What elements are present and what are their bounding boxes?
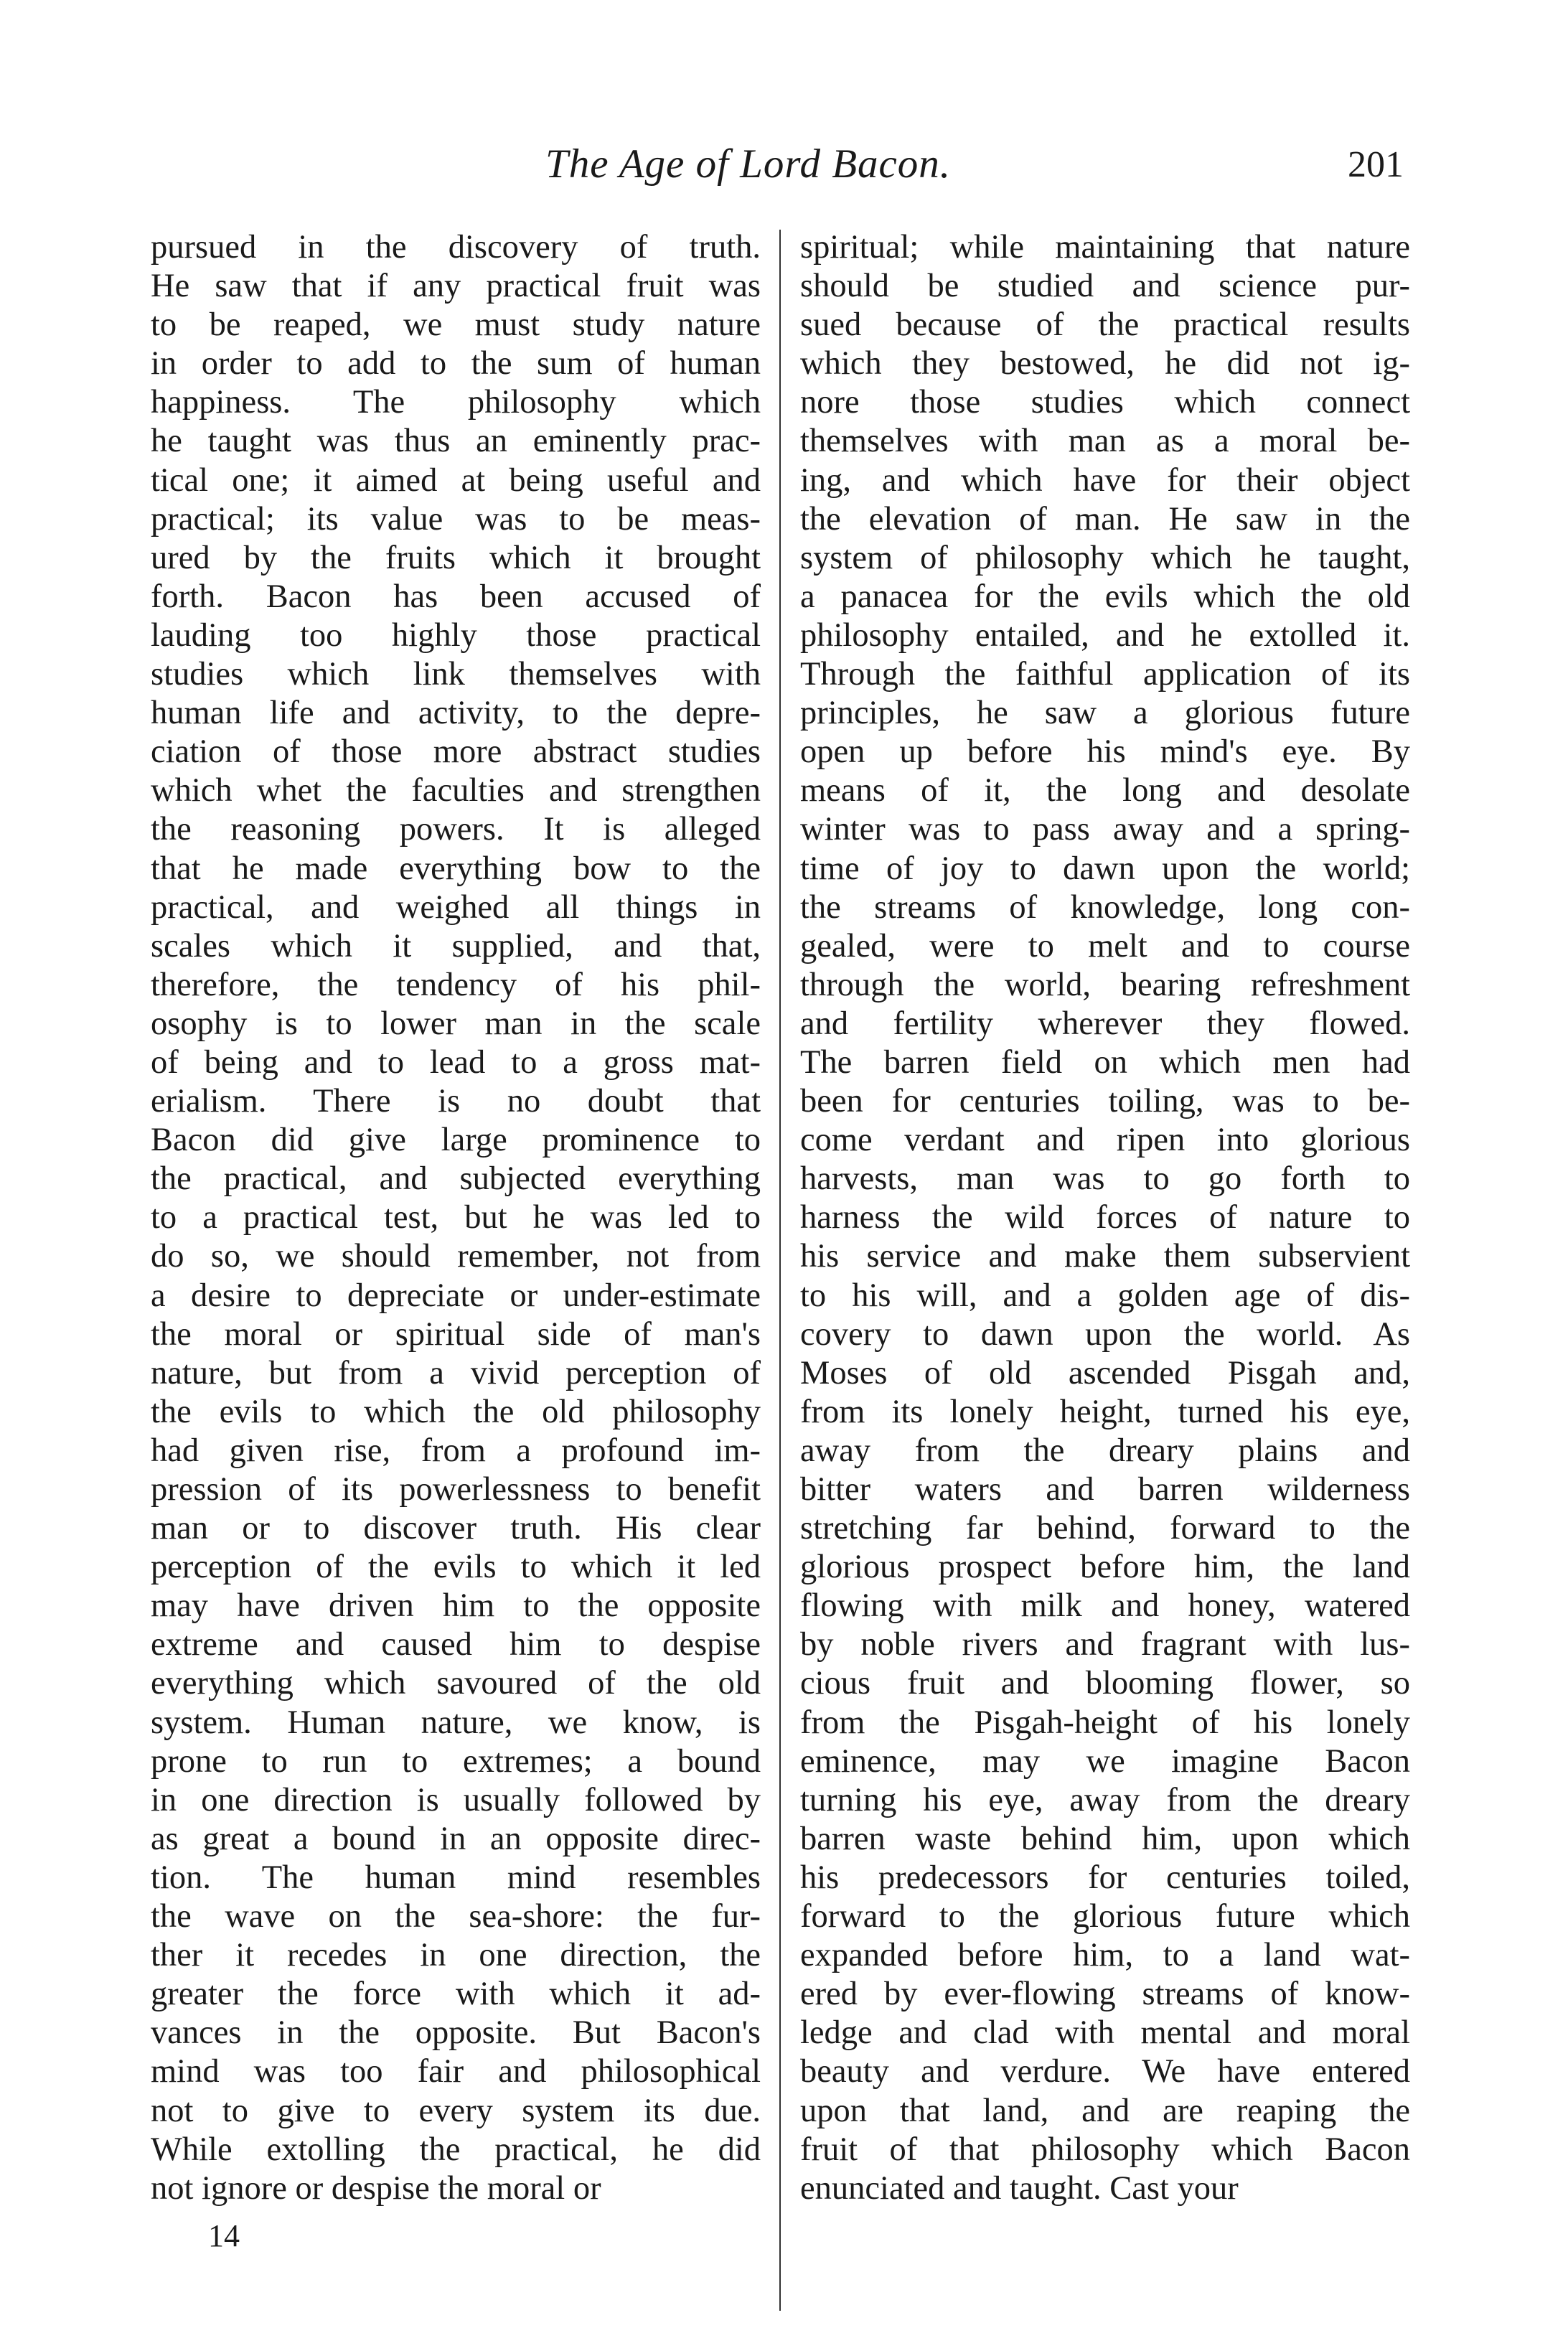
text-line: themselves with man as a moral be- — [800, 423, 1410, 460]
text-line: nore those studies which connect — [800, 384, 1410, 421]
text-line: from its lonely height, turned his eye, — [800, 1393, 1410, 1430]
text-line: means of it, the long and desolate — [800, 772, 1410, 809]
text-line: to his will, and a golden age of dis- — [800, 1277, 1410, 1314]
text-line: turning his eye, away from the dreary — [800, 1781, 1410, 1818]
text-line: ledge and clad with mental and moral — [800, 2014, 1410, 2052]
text-line: greater the force with which it ad- — [151, 1976, 761, 2013]
text-line: do so, we should remember, not from — [151, 1238, 761, 1275]
text-line: the streams of knowledge, long con- — [800, 888, 1410, 926]
text-line: not to give to every system its due. — [151, 2092, 761, 2129]
text-line: lauding too highly those practical — [151, 616, 761, 654]
text-line: system of philosophy which he taught, — [800, 539, 1410, 576]
text-line: ciation of those more abstract studies — [151, 733, 761, 771]
text-line: philosophy entailed, and he extolled it. — [800, 616, 1410, 654]
text-line: may have driven him to the opposite — [151, 1587, 761, 1625]
right-column — [800, 228, 1410, 2208]
text-line: barren waste behind him, upon which — [800, 1820, 1410, 1857]
text-line: erialism. There is no doubt that — [151, 1083, 761, 1120]
text-line: beauty and verdure. We have entered — [800, 2053, 1410, 2090]
column-divider — [779, 230, 781, 2311]
text-line: Moses of old ascended Pisgah and, — [800, 1354, 1410, 1391]
text-line: open up before his mind's eye. By — [800, 733, 1410, 771]
text-line: upon that land, and are reaping the — [800, 2092, 1410, 2129]
text-line: extreme and caused him to despise — [151, 1626, 761, 1663]
text-line: his service and make them subservient — [800, 1238, 1410, 1275]
text-line: time of joy to dawn upon the world; — [800, 850, 1410, 887]
text-line: nature, but from a vivid perception of — [151, 1354, 761, 1391]
text-line: in one direction is usually followed by — [151, 1781, 761, 1818]
text-line: everything which savoured of the old — [151, 1665, 761, 1702]
text-line: glorious prospect before him, the land — [800, 1549, 1410, 1586]
text-line: He saw that if any practical fruit was — [151, 268, 761, 305]
text-line: winter was to pass away and a spring- — [800, 811, 1410, 848]
text-line: the practical, and subjected everything — [151, 1160, 761, 1198]
text-line: should be studied and science pur- — [800, 268, 1410, 305]
text-line: enunciated and taught. Cast your — [800, 2169, 1239, 2207]
text-line: prone to run to extremes; a bound — [151, 1742, 761, 1780]
text-line: studies which link themselves with — [151, 656, 761, 693]
text-line: a desire to depreciate or under-estimate — [151, 1277, 761, 1314]
text-line: pression of its powerlessness to benefit — [151, 1471, 761, 1508]
text-line: his predecessors for centuries toiled, — [800, 1859, 1410, 1896]
text-line: through the world, bearing refreshment — [800, 966, 1410, 1003]
text-line: bitter waters and barren wilderness — [800, 1471, 1410, 1508]
text-line: by noble rivers and fragrant with lus- — [800, 1626, 1410, 1663]
text-line: the evils to which the old philosophy — [151, 1393, 761, 1430]
text-line: the elevation of man. He saw in the — [800, 500, 1410, 538]
text-line: sued because of the practical results — [800, 306, 1410, 344]
text-line: happiness. The philosophy which — [151, 384, 761, 421]
text-line: The barren field on which men had — [800, 1043, 1410, 1081]
text-line: a panacea for the evils which the old — [800, 578, 1410, 615]
signature-mark: 14 — [208, 2218, 240, 2253]
text-line: from the Pisgah-height of his lonely — [800, 1704, 1410, 1741]
text-line: expanded before him, to a land wat- — [800, 1937, 1410, 1974]
text-line: the reasoning powers. It is alleged — [151, 811, 761, 848]
text-line: as great a bound in an opposite direc- — [151, 1820, 761, 1857]
text-line: which they bestowed, he did not ig- — [800, 345, 1410, 382]
text-line: the moral or spiritual side of man's — [151, 1315, 761, 1353]
text-line: tical one; it aimed at being useful and — [151, 461, 761, 499]
text-line: practical, and weighed all things in — [151, 888, 761, 926]
text-line: away from the dreary plains and — [800, 1432, 1410, 1469]
text-line: harness the wild forces of nature to — [800, 1199, 1410, 1236]
text-line: come verdant and ripen into glorious — [800, 1122, 1410, 1159]
text-line: ing, and which have for their object — [800, 461, 1410, 499]
running-head — [0, 141, 1568, 198]
text-line: had given rise, from a profound im- — [151, 1432, 761, 1469]
text-line: cious fruit and blooming flower, so — [800, 1665, 1410, 1702]
text-line: forth. Bacon has been accused of — [151, 578, 761, 615]
text-line: forward to the glorious future which — [800, 1898, 1410, 1935]
text-line: ured by the fruits which it brought — [151, 539, 761, 576]
text-line: scales which it supplied, and that, — [151, 927, 761, 964]
text-line: in order to add to the sum of human — [151, 345, 761, 382]
text-line: to be reaped, we must study nature — [151, 306, 761, 344]
text-line: spiritual; while maintaining that nature — [800, 229, 1410, 266]
text-line: covery to dawn upon the world. As — [800, 1315, 1410, 1353]
text-line: ther it recedes in one direction, the — [151, 1937, 761, 1974]
text-line: therefore, the tendency of his phil- — [151, 966, 761, 1003]
text-line: which whet the faculties and strengthen — [151, 772, 761, 809]
text-line: principles, he saw a glorious future — [800, 695, 1410, 732]
text-line: stretching far behind, forward to the — [800, 1510, 1410, 1547]
running-title: The Age of Lord Bacon. — [545, 141, 952, 187]
text-line: man or to discover truth. His clear — [151, 1510, 761, 1547]
text-line: Bacon did give large prominence to — [151, 1122, 761, 1159]
text-line: While extolling the practical, he did — [151, 2131, 761, 2168]
left-column — [151, 228, 761, 2208]
text-line: gealed, were to melt and to course — [800, 927, 1410, 964]
text-line: fruit of that philosophy which Bacon — [800, 2131, 1410, 2168]
text-line: he taught was thus an eminently prac- — [151, 423, 761, 460]
text-line: perception of the evils to which it led — [151, 1549, 761, 1586]
text-line: tion. The human mind resembles — [151, 1859, 761, 1896]
text-line: eminence, may we imagine Bacon — [800, 1742, 1410, 1780]
text-line: osophy is to lower man in the scale — [151, 1005, 761, 1042]
text-line: human life and activity, to the depre- — [151, 695, 761, 732]
text-line: system. Human nature, we know, is — [151, 1704, 761, 1741]
text-line: not ignore or despise the moral or — [151, 2169, 601, 2207]
page-number: 201 — [1348, 144, 1404, 185]
text-line: Through the faithful application of its — [800, 656, 1410, 693]
text-line: of being and to lead to a gross mat- — [151, 1043, 761, 1081]
text-line: to a practical test, but he was led to — [151, 1199, 761, 1236]
text-line: mind was too fair and philosophical — [151, 2053, 761, 2090]
text-line: harvests, man was to go forth to — [800, 1160, 1410, 1198]
text-line: flowing with milk and honey, watered — [800, 1587, 1410, 1625]
text-line: pursued in the discovery of truth. — [151, 229, 761, 266]
text-line: that he made everything bow to the — [151, 850, 761, 887]
text-line: and fertility wherever they flowed. — [800, 1005, 1410, 1042]
text-line: the wave on the sea-shore: the fur- — [151, 1898, 761, 1935]
text-line: vances in the opposite. But Bacon's — [151, 2014, 761, 2052]
text-line: ered by ever-flowing streams of know- — [800, 1976, 1410, 2013]
text-line: practical; its value was to be meas- — [151, 500, 761, 538]
text-line: been for centuries toiling, was to be- — [800, 1083, 1410, 1120]
